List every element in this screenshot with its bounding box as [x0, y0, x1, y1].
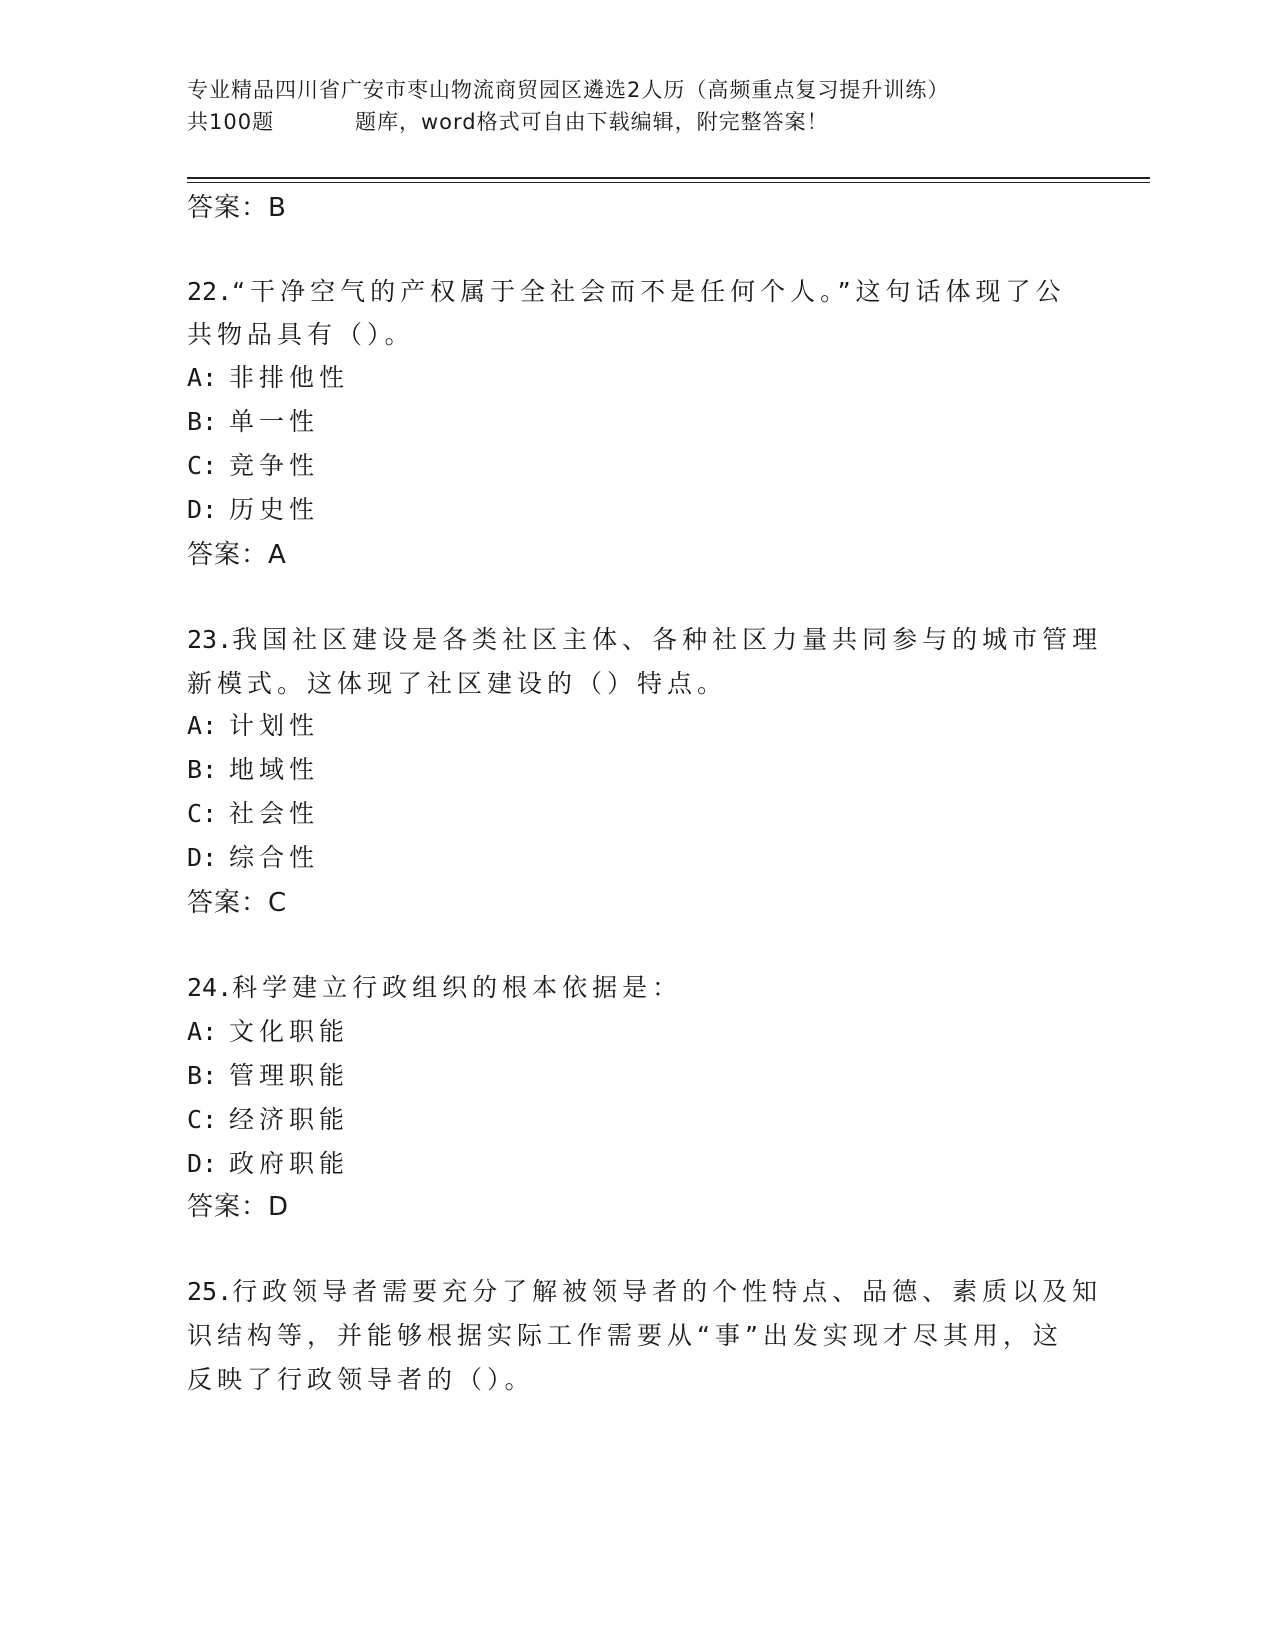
option-text: 非排他性 — [229, 363, 350, 392]
option-text: 地域性 — [229, 755, 320, 784]
option-key: B: — [187, 1061, 218, 1090]
option-item — [187, 838, 319, 878]
question-text: 识结构等，并能够根据实际工作需要从“事”出发实现才尽其用，这 — [187, 1321, 1063, 1350]
option-item — [187, 402, 319, 442]
question-text: 共物品具有（）。 — [187, 320, 415, 349]
question-stem-line — [187, 664, 727, 704]
answer-line: 答案：D — [187, 1192, 290, 1222]
option-item — [187, 706, 319, 746]
option-text: 综合性 — [229, 843, 320, 872]
option-item — [187, 1056, 349, 1096]
option-text: 单一性 — [229, 407, 320, 436]
option-key: C: — [187, 1105, 218, 1134]
option-text: 历史性 — [229, 495, 320, 524]
question-number: 25. — [187, 1277, 233, 1306]
option-item — [187, 490, 319, 530]
option-key: A: — [187, 711, 218, 740]
question-number: 23. — [187, 625, 233, 654]
question-number: 22. — [187, 277, 233, 306]
option-key: D: — [187, 1149, 218, 1178]
header-rule-thin — [187, 182, 1150, 183]
option-text: 竞争性 — [229, 451, 320, 480]
header-subtitle — [187, 106, 1107, 138]
answer-line: 答案：C — [187, 888, 288, 918]
option-text: 社会性 — [229, 799, 320, 828]
question-text: 我国社区建设是各类社区主体、各种社区力量共同参与的城市管理 — [232, 625, 1103, 654]
option-text: 管理职能 — [229, 1061, 350, 1090]
question-text: “干净空气的产权属于全社会而不是任何个人。”这句话体现了公 — [232, 277, 1066, 306]
option-key: D: — [187, 495, 218, 524]
page-header — [187, 74, 1107, 138]
answer-line: 答案：A — [187, 540, 287, 570]
question-text: 新模式。这体现了社区建设的（）特点。 — [187, 669, 728, 698]
option-key: A: — [187, 1017, 218, 1046]
option-text: 经济职能 — [229, 1105, 350, 1134]
option-key: B: — [187, 755, 218, 784]
header-title: 专业精品四川省广安市枣山物流商贸园区遴选2人历（高频重点复习提升训练） — [187, 78, 950, 102]
option-key: D: — [187, 843, 218, 872]
option-text: 政府职能 — [229, 1149, 350, 1178]
previous-answer: 答案：B — [187, 193, 287, 223]
option-item — [187, 1012, 349, 1052]
question-text: 科学建立行政组织的根本依据是： — [232, 973, 683, 1002]
option-key: B: — [187, 407, 218, 436]
header-note: 题库，word格式可自由下载编辑，附完整答案！ — [355, 110, 829, 134]
question-stem-line — [187, 1272, 1102, 1312]
question-stem-line — [187, 272, 1066, 312]
option-item — [187, 358, 349, 398]
option-item — [187, 750, 319, 790]
question-number: 24. — [187, 973, 233, 1002]
question-stem-line — [187, 968, 682, 1008]
option-item — [187, 446, 319, 486]
option-text: 文化职能 — [229, 1017, 350, 1046]
option-key: A: — [187, 363, 218, 392]
option-item — [187, 1100, 349, 1140]
question-count: 共100题 — [187, 110, 275, 134]
option-text: 计划性 — [229, 711, 320, 740]
option-key: C: — [187, 799, 218, 828]
option-item — [187, 1144, 349, 1184]
question-stem-line — [187, 315, 415, 355]
question-stem-line — [187, 1316, 1063, 1356]
question-stem-line — [187, 620, 1102, 660]
header-rule-thick — [187, 177, 1150, 179]
question-stem-line — [187, 1360, 535, 1400]
question-text: 反映了行政领导者的（）。 — [187, 1365, 535, 1394]
option-key: C: — [187, 451, 218, 480]
option-item — [187, 794, 319, 834]
question-text: 行政领导者需要充分了解被领导者的个性特点、品德、素质以及知 — [232, 1277, 1103, 1306]
